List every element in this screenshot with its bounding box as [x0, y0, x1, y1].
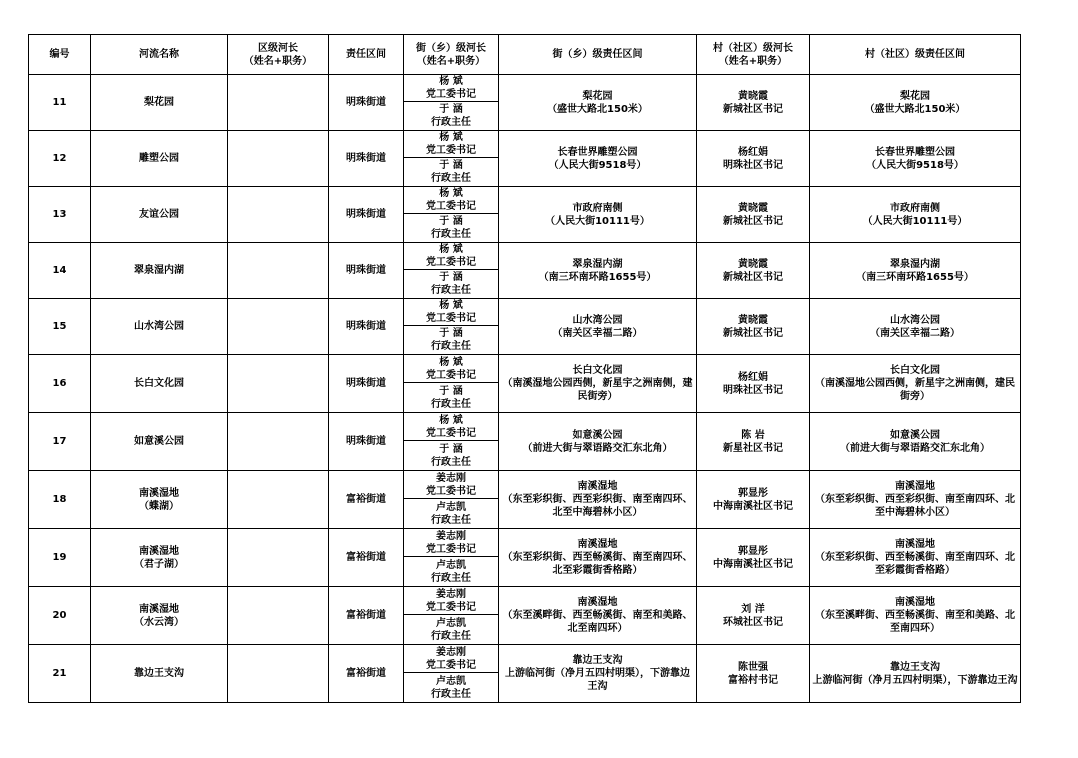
- village-section-line: 南溪湿地: [895, 481, 935, 492]
- street-chief-primary: [404, 75, 498, 102]
- cell-street-chief: [404, 587, 499, 645]
- header-village-section: 村（社区）级责任区间: [810, 35, 1021, 75]
- village-chief-title: 明珠社区书记: [723, 159, 783, 171]
- chief-title: 行政主任: [431, 173, 471, 184]
- village-section-line: （人民大街10111号）: [862, 215, 968, 227]
- area-value: 明珠街道: [346, 97, 386, 108]
- chief-title: 党工委书记: [426, 257, 476, 268]
- street-section-line: 南溪湿地: [577, 539, 618, 550]
- cell-district-chief: [228, 131, 329, 187]
- cell-num: [29, 587, 91, 645]
- cell-river-name: [91, 299, 228, 355]
- cell-village-chief: [697, 413, 810, 471]
- river-name-line: 山水湾公园: [134, 321, 184, 332]
- cell-street-section: [499, 645, 697, 703]
- village-section-line: 南溪湿地: [895, 597, 935, 608]
- street-section-line: （人民大街9518号）: [548, 159, 647, 171]
- river-name-line: 长白文化园: [134, 378, 184, 389]
- header-district-chief: 区级河长 （姓名+职务）: [228, 35, 329, 75]
- area-value: 富裕街道: [346, 668, 386, 679]
- table-row: [29, 243, 1021, 299]
- street-chief-secondary: [404, 214, 498, 242]
- cell-street-section: [499, 587, 697, 645]
- village-chief-name: 黄晓霞: [738, 202, 768, 214]
- chief-name: 姜志刚: [436, 646, 466, 658]
- street-chief-secondary: [404, 441, 498, 470]
- cell-village-chief: [697, 131, 810, 187]
- street-chief-primary: [404, 131, 498, 158]
- village-section-line: （东至彩织街、西至畅溪街、南至南四环、北至彩霞街香格路）: [815, 552, 1015, 576]
- street-section-line: 南溪湿地: [577, 481, 618, 492]
- cell-village-section: [810, 187, 1021, 243]
- chief-title: 党工委书记: [426, 369, 476, 381]
- cell-area: [329, 187, 404, 243]
- village-chief-name: 郭显彤: [738, 545, 768, 557]
- chief-title: 行政主任: [431, 514, 471, 526]
- village-section-line: （南溪湿地公园西侧，新星宇之洲南侧，建民街旁）: [815, 378, 1015, 402]
- table-row: [29, 587, 1021, 645]
- chief-title: 党工委书记: [426, 659, 476, 671]
- cell-street-chief: [404, 645, 499, 703]
- header-num: 编号: [29, 35, 91, 75]
- river-name-line: 梨花园: [144, 97, 174, 108]
- river-name-line: 如意溪公园: [134, 436, 184, 447]
- row-number: 14: [52, 265, 67, 276]
- row-number: 15: [52, 321, 67, 332]
- chief-name: 于 涵: [439, 385, 463, 397]
- street-section-line: 梨花园: [582, 90, 613, 102]
- table-row: [29, 413, 1021, 471]
- village-section-line: （盛世大路北150米）: [864, 103, 966, 115]
- cell-district-chief: [228, 355, 329, 413]
- street-chief-secondary: [404, 383, 498, 412]
- cell-num: [29, 529, 91, 587]
- cell-num: [29, 471, 91, 529]
- row-number: 21: [52, 668, 67, 679]
- chief-title: 党工委书记: [426, 601, 476, 613]
- cell-village-chief: [697, 355, 810, 413]
- chief-title: 党工委书记: [426, 145, 476, 156]
- chief-title: 党工委书记: [426, 427, 476, 439]
- header-village-chief: 村（社区）级河长 （姓名+职务）: [697, 35, 810, 75]
- village-section-line: （东至彩织街、西至彩织街、南至南四环、北至中海碧林小区）: [815, 494, 1015, 518]
- street-section-line: （前进大街与翠语路交汇东北角）: [522, 442, 673, 454]
- cell-street-section: [499, 243, 697, 299]
- village-chief-name: 杨红娟: [738, 146, 768, 158]
- cell-village-section: [810, 131, 1021, 187]
- cell-village-chief: [697, 299, 810, 355]
- chief-title: 党工委书记: [426, 89, 476, 100]
- cell-village-section: [810, 645, 1021, 703]
- cell-district-chief: [228, 645, 329, 703]
- cell-street-chief: [404, 355, 499, 413]
- header-row: [29, 35, 1021, 75]
- village-chief-title: 富裕村书记: [728, 674, 778, 686]
- street-chief-primary: [404, 355, 498, 383]
- river-name-line: 靠边王支沟: [134, 668, 184, 679]
- village-chief-name: 黄晓霞: [738, 314, 768, 326]
- chief-name: 卢志凯: [436, 501, 466, 513]
- street-chief-primary: [404, 413, 498, 441]
- village-chief-title: 环城社区书记: [723, 616, 783, 628]
- area-value: 富裕街道: [346, 494, 386, 505]
- village-chief-title: 新星社区书记: [723, 442, 783, 454]
- street-section-line: 翠泉湿内湖: [572, 258, 623, 270]
- river-name-line: （君子湖）: [134, 558, 184, 570]
- street-chief-primary: [404, 471, 498, 499]
- area-value: 明珠街道: [346, 209, 386, 220]
- cell-street-section: [499, 471, 697, 529]
- chief-name: 杨 斌: [439, 132, 463, 143]
- row-number: 20: [52, 610, 67, 621]
- cell-street-section: [499, 413, 697, 471]
- village-chief-title: 中海南溪社区书记: [713, 500, 793, 512]
- cell-street-chief: [404, 413, 499, 471]
- cell-num: [29, 75, 91, 131]
- cell-village-section: [810, 413, 1021, 471]
- cell-area: [329, 243, 404, 299]
- cell-river-name: [91, 413, 228, 471]
- cell-area: [329, 529, 404, 587]
- cell-street-chief: [404, 243, 499, 299]
- village-chief-name: 陈世强: [738, 661, 768, 673]
- table-row: [29, 299, 1021, 355]
- chief-title: 党工委书记: [426, 485, 476, 497]
- chief-title: 行政主任: [431, 341, 471, 352]
- chief-title: 行政主任: [431, 117, 471, 128]
- row-number: 13: [52, 209, 67, 220]
- table-row: [29, 645, 1021, 703]
- chief-name: 于 涵: [439, 216, 463, 227]
- street-chief-primary: [404, 645, 498, 673]
- street-section-line: （人民大街10111号）: [545, 215, 650, 227]
- village-section-line: （前进大街与翠语路交汇东北角）: [840, 442, 990, 454]
- street-section-line: 长白文化园: [572, 365, 623, 376]
- header-area: 责任区间: [329, 35, 404, 75]
- cell-num: [29, 187, 91, 243]
- street-chief-primary: [404, 299, 498, 326]
- cell-street-section: [499, 355, 697, 413]
- street-section-line: 靠边王支沟: [572, 655, 623, 666]
- street-section-line: （东至彩织街、西至彩织街、南至南四环、北至中海碧林小区）: [502, 494, 693, 518]
- cell-street-chief: [404, 299, 499, 355]
- chief-name: 杨 斌: [439, 76, 463, 87]
- table-row: [29, 131, 1021, 187]
- cell-area: [329, 75, 404, 131]
- cell-village-section: [810, 243, 1021, 299]
- cell-street-chief: [404, 187, 499, 243]
- cell-village-chief: [697, 587, 810, 645]
- street-chief-secondary: [404, 270, 498, 298]
- street-section-line: 长春世界雕塑公园: [557, 146, 638, 158]
- river-name-line: 南溪湿地: [139, 603, 179, 615]
- table-body: [29, 75, 1021, 703]
- cell-village-chief: [697, 187, 810, 243]
- village-chief-name: 黄晓霞: [738, 258, 768, 270]
- street-section-line: （南关区幸福二路）: [552, 327, 643, 339]
- chief-title: 党工委书记: [426, 313, 476, 324]
- cell-river-name: [91, 471, 228, 529]
- river-name-line: 友谊公园: [139, 209, 179, 220]
- cell-river-name: [91, 587, 228, 645]
- cell-village-chief: [697, 529, 810, 587]
- chief-name: 卢志凯: [436, 617, 466, 629]
- chief-name: 姜志刚: [436, 588, 466, 600]
- cell-district-chief: [228, 187, 329, 243]
- cell-area: [329, 413, 404, 471]
- street-chief-secondary: [404, 326, 498, 354]
- river-name-line: （水云湾）: [134, 616, 184, 628]
- cell-district-chief: [228, 75, 329, 131]
- cell-area: [329, 471, 404, 529]
- village-chief-name: 刘 洋: [741, 603, 765, 615]
- cell-num: [29, 131, 91, 187]
- village-section-line: 如意溪公园: [890, 429, 940, 441]
- row-number: 11: [52, 97, 67, 108]
- street-section-line: （东至彩织街、西至畅溪街、南至南四环、北至彩霞街香格路）: [502, 552, 693, 576]
- village-section-line: 市政府南侧: [890, 202, 940, 214]
- chief-name: 于 涵: [439, 272, 463, 283]
- cell-num: [29, 299, 91, 355]
- street-section-line: 如意溪公园: [572, 429, 623, 441]
- cell-num: [29, 243, 91, 299]
- chief-title: 行政主任: [431, 285, 471, 296]
- village-section-line: （人民大街9518号）: [866, 159, 964, 171]
- cell-area: [329, 355, 404, 413]
- river-name-line: 南溪湿地: [139, 487, 179, 499]
- street-chief-secondary: [404, 102, 498, 130]
- village-section-line: （南三环南环路1655号）: [856, 271, 974, 283]
- cell-num: [29, 413, 91, 471]
- cell-village-chief: [697, 471, 810, 529]
- area-value: 明珠街道: [346, 321, 386, 332]
- street-chief-primary: [404, 587, 498, 615]
- village-chief-name: 郭显彤: [738, 487, 768, 499]
- area-value: 明珠街道: [346, 378, 386, 389]
- street-section-line: （东至溪畔街、西至畅溪街、南至和美路、北至南四环）: [502, 610, 693, 634]
- chief-title: 行政主任: [431, 572, 471, 584]
- street-chief-primary: [404, 243, 498, 270]
- chief-title: 行政主任: [431, 456, 471, 468]
- river-name-line: 翠泉湿内湖: [134, 265, 184, 276]
- street-section-line: 南溪湿地: [577, 597, 618, 608]
- street-section-line: （南溪湿地公园西侧，新星宇之洲南侧，建民街旁）: [502, 378, 693, 402]
- street-chief-secondary: [404, 615, 498, 644]
- village-section-line: 南溪湿地: [895, 539, 935, 550]
- chief-name: 杨 斌: [439, 300, 463, 311]
- chief-name: 于 涵: [439, 104, 463, 115]
- chief-name: 于 涵: [439, 160, 463, 171]
- chief-name: 卢志凯: [436, 559, 466, 571]
- table-row: [29, 355, 1021, 413]
- cell-village-chief: [697, 75, 810, 131]
- village-chief-title: 明珠社区书记: [723, 384, 783, 396]
- chief-name: 杨 斌: [439, 356, 463, 368]
- area-value: 明珠街道: [346, 436, 386, 447]
- chief-name: 杨 斌: [439, 414, 463, 426]
- village-chief-title: 中海南溪社区书记: [713, 558, 793, 570]
- row-number: 12: [52, 153, 67, 164]
- village-chief-name: 陈 岩: [741, 429, 765, 441]
- street-section-line: 市政府南侧: [572, 202, 623, 214]
- cell-village-section: [810, 75, 1021, 131]
- chief-title: 行政主任: [431, 688, 471, 700]
- street-section-line: 上游临河街（净月五四村明渠），下游靠边王沟: [505, 668, 690, 692]
- cell-street-chief: [404, 131, 499, 187]
- chief-title: 行政主任: [431, 229, 471, 240]
- cell-district-chief: [228, 299, 329, 355]
- cell-district-chief: [228, 413, 329, 471]
- area-value: 明珠街道: [346, 265, 386, 276]
- cell-street-section: [499, 75, 697, 131]
- area-value: 富裕街道: [346, 552, 386, 563]
- chief-name: 于 涵: [439, 443, 463, 455]
- chief-title: 党工委书记: [426, 543, 476, 555]
- street-section-line: （盛世大路北150米）: [547, 103, 648, 115]
- chief-name: 杨 斌: [439, 188, 463, 199]
- cell-street-section: [499, 299, 697, 355]
- cell-num: [29, 355, 91, 413]
- chief-name: 姜志刚: [436, 530, 466, 542]
- village-chief-title: 新城社区书记: [723, 327, 783, 339]
- header-street-chief: 街（乡）级河长 （姓名+职务）: [404, 35, 499, 75]
- village-chief-title: 新城社区书记: [723, 215, 783, 227]
- cell-street-section: [499, 131, 697, 187]
- street-chief-primary: [404, 187, 498, 214]
- cell-village-section: [810, 529, 1021, 587]
- cell-district-chief: [228, 529, 329, 587]
- cell-street-chief: [404, 471, 499, 529]
- village-section-line: 长白文化园: [890, 365, 940, 376]
- village-chief-name: 杨红娟: [738, 371, 768, 383]
- table-row: [29, 529, 1021, 587]
- street-chief-primary: [404, 529, 498, 557]
- cell-area: [329, 587, 404, 645]
- row-number: 17: [52, 436, 67, 447]
- row-number: 19: [52, 552, 67, 563]
- village-section-line: 山水湾公园: [890, 314, 940, 326]
- row-number: 18: [52, 494, 67, 505]
- table-row: [29, 187, 1021, 243]
- village-section-line: （东至溪畔街、西至畅溪街、南至和美路、北至南四环）: [815, 610, 1015, 634]
- cell-village-section: [810, 587, 1021, 645]
- cell-village-section: [810, 299, 1021, 355]
- cell-river-name: [91, 645, 228, 703]
- street-chief-secondary: [404, 557, 498, 586]
- row-number: 16: [52, 378, 67, 389]
- cell-street-section: [499, 187, 697, 243]
- cell-river-name: [91, 187, 228, 243]
- street-section-line: （南三环南环路1655号）: [538, 271, 657, 283]
- river-chief-table: [28, 34, 1021, 703]
- river-name-line: （蝶湖）: [139, 500, 179, 512]
- area-value: 富裕街道: [346, 610, 386, 621]
- table-row: [29, 471, 1021, 529]
- cell-district-chief: [228, 243, 329, 299]
- river-name-line: 南溪湿地: [139, 545, 179, 557]
- street-chief-secondary: [404, 158, 498, 186]
- area-value: 明珠街道: [346, 153, 386, 164]
- cell-village-chief: [697, 243, 810, 299]
- village-chief-title: 新城社区书记: [723, 271, 783, 283]
- chief-name: 姜志刚: [436, 472, 466, 484]
- header-street-section: 街（乡）级责任区间: [499, 35, 697, 75]
- chief-title: 行政主任: [431, 630, 471, 642]
- cell-village-chief: [697, 645, 810, 703]
- river-name-line: 雕塑公园: [139, 153, 179, 164]
- cell-street-section: [499, 529, 697, 587]
- street-section-line: 山水湾公园: [572, 314, 623, 326]
- cell-num: [29, 645, 91, 703]
- cell-street-chief: [404, 529, 499, 587]
- cell-village-section: [810, 471, 1021, 529]
- cell-area: [329, 645, 404, 703]
- table-row: [29, 75, 1021, 131]
- cell-street-chief: [404, 75, 499, 131]
- cell-river-name: [91, 355, 228, 413]
- village-section-line: 翠泉湿内湖: [890, 258, 940, 270]
- village-chief-name: 黄晓霞: [738, 90, 768, 102]
- street-chief-secondary: [404, 673, 498, 702]
- chief-name: 于 涵: [439, 328, 463, 339]
- chief-title: 党工委书记: [426, 201, 476, 212]
- village-section-line: （南关区幸福二路）: [870, 327, 960, 339]
- cell-river-name: [91, 75, 228, 131]
- street-chief-secondary: [404, 499, 498, 528]
- village-section-line: 长春世界雕塑公园: [875, 146, 955, 158]
- cell-village-section: [810, 355, 1021, 413]
- cell-district-chief: [228, 587, 329, 645]
- village-section-line: 上游临河街（净月五四村明渠），下游靠边王沟: [812, 674, 1018, 686]
- chief-name: 杨 斌: [439, 244, 463, 255]
- cell-area: [329, 131, 404, 187]
- chief-name: 卢志凯: [436, 675, 466, 687]
- cell-river-name: [91, 243, 228, 299]
- cell-district-chief: [228, 471, 329, 529]
- village-section-line: 靠边王支沟: [890, 661, 940, 673]
- cell-river-name: [91, 529, 228, 587]
- village-chief-title: 新城社区书记: [723, 103, 783, 115]
- cell-river-name: [91, 131, 228, 187]
- chief-title: 行政主任: [431, 398, 471, 410]
- cell-area: [329, 299, 404, 355]
- header-river-name: 河流名称: [91, 35, 228, 75]
- village-section-line: 梨花园: [900, 90, 930, 102]
